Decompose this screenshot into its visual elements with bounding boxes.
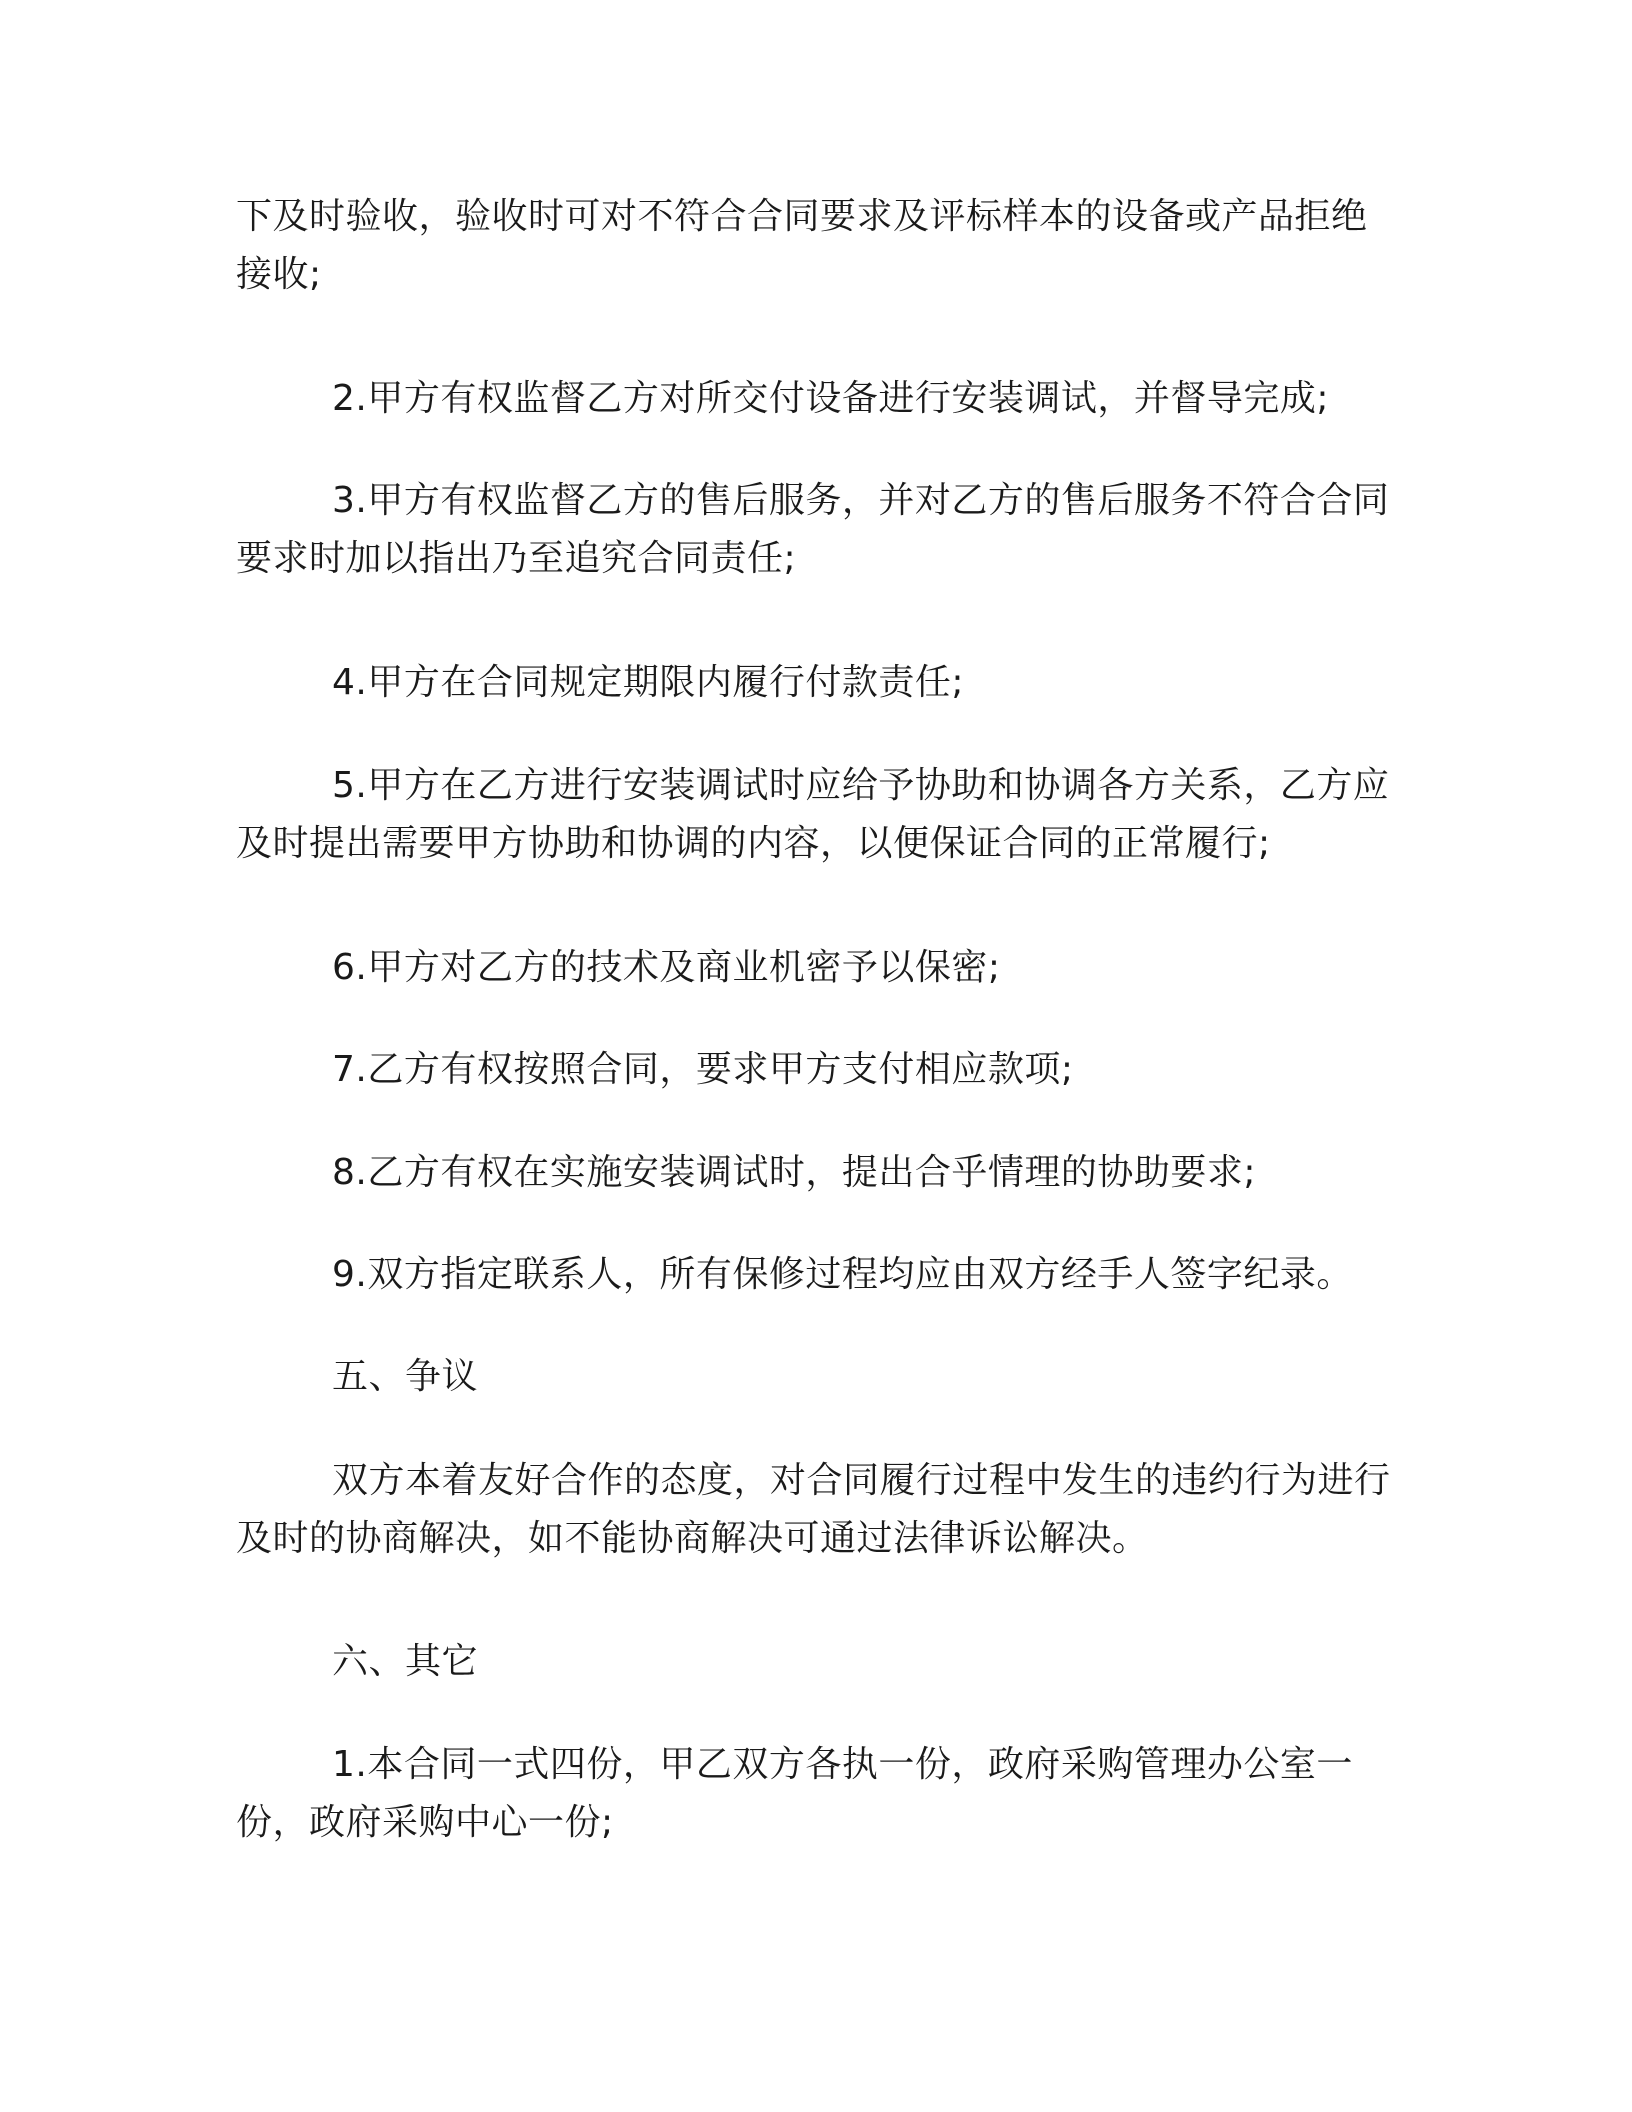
paragraph-dispute: 双方本着友好合作的态度，对合同履行过程中发生的违约行为进行及时的协商解决，如不能协商解决可通过法律诉讼解决。 (236, 1460, 1391, 1559)
paragraph-clause-3: 3.甲方有权监督乙方的售后服务，并对乙方的售后服务不符合合同要求时加以指出乃至追究合同责任; (236, 480, 1390, 579)
section-heading-dispute: 五、争议 (332, 1356, 479, 1397)
paragraph-clause-7: 7.乙方有权按照合同，要求甲方支付相应款项; (332, 1049, 1074, 1090)
paragraph-clause-6: 6.甲方对乙方的技术及商业机密予以保密; (332, 947, 1001, 988)
paragraph-other-clause-1: 1.本合同一式四份，甲乙双方各执一份，政府采购管理办公室一份，政府采购中心一份; (236, 1744, 1353, 1843)
paragraph-clause-4: 4.甲方在合同规定期限内履行付款责任; (332, 662, 964, 703)
section-heading-other: 六、其它 (332, 1641, 479, 1682)
paragraph-clause-5: 5.甲方在乙方进行安装调试时应给予协助和协调各方关系，乙方应及时提出需要甲方协助和协调的内容，以便保证合同的正常履行; (236, 765, 1390, 864)
paragraph-clause-2: 2.甲方有权监督乙方对所交付设备进行安装调试，并督导完成; (332, 378, 1329, 419)
paragraph-acceptance-continued: 下及时验收，验收时可对不符合合同要求及评标样本的设备或产品拒绝接收; (236, 196, 1368, 295)
paragraph-clause-9: 9.双方指定联系人，所有保修过程均应由双方经手人签字纪录。 (332, 1254, 1353, 1295)
paragraph-clause-8: 8.乙方有权在实施安装调试时，提出合乎情理的协助要求; (332, 1152, 1256, 1193)
